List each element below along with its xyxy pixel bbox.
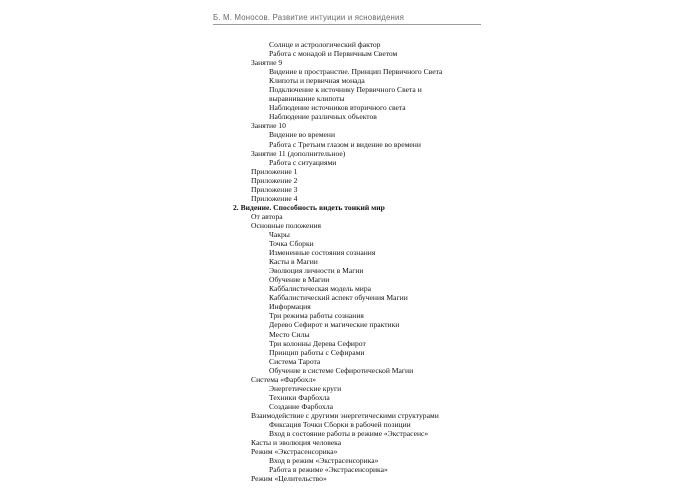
toc-section-entry: Приложение 2 [251,175,298,185]
toc-subsection-entry: Видение во времени [269,130,336,140]
toc-subsection-entry: Измененные состояния сознания [269,248,376,258]
toc-subsection-entry: Работа с ситуациями [269,157,337,167]
toc-subsection-entry: Информация [269,302,311,312]
toc-subsection-entry: Создание Фарбохла [269,401,333,411]
toc-section-entry: Приложение 3 [251,184,298,194]
toc-section-entry: От автора [251,211,283,221]
toc-subsection-entry: Энергетические круги [269,383,342,393]
toc-subsection-entry: Вход в состояние работы в режиме «Экстрасенс» [269,429,429,439]
toc-subsection-entry: Подключение к источнику Первичного Света и [269,85,422,95]
toc-subsection-entry: Фиксация Точки Сборки в рабочей позиции [269,419,411,429]
toc-section-entry: Касты и эволюция человека [251,438,342,448]
toc-subsection-entry: Техники Фарбохла [269,392,330,402]
running-header: Б. М. Моносов. Развитие интуиции и ясновидения [213,13,404,22]
toc-subsection-entry: Касты в Магии [269,257,318,267]
toc-section-entry: Режим «Экстрасенсорика» [251,447,338,457]
toc-subsection-entry: Эволюция личности в Магии [269,266,364,276]
toc-section-entry: Занятие 11 (дополнительное) [251,148,346,158]
toc-section-entry: Система «Фарбохл» [251,374,317,384]
toc-subsection-entry: Работа с Третьим глазом и видение во времени [269,139,421,149]
toc-subsection-entry: Место Силы [269,329,310,339]
toc-subsection-entry: Точка Сборки [269,239,314,249]
toc-subsection-entry: Каббалистическая модель мира [269,284,371,294]
toc-subsection-entry: Работа в режиме «Экстрасенсорика» [269,465,388,475]
toc-subsection-entry: Наблюдение различных объектов [269,112,377,122]
toc-section-entry: Режим «Целительство» [251,474,327,484]
toc-section-entry: Основные положения [251,220,322,230]
toc-subsection-entry: Дерево Сефирот и магические практики [269,320,400,330]
toc-section-entry: Занятие 9 [251,58,283,68]
toc-section-entry: Приложение 1 [251,166,298,176]
header-divider [213,24,481,25]
toc-subsection-entry: Видение в пространстве. Принцип Первичного Света [269,67,443,77]
toc-subsection-entry: Чакры [269,229,290,239]
toc-subsection-entry: Обучение в системе Сефиротической Магии [269,365,414,375]
toc-subsection-entry: Вход в режим «Экстрасенсорика» [269,456,379,466]
toc-subsection-entry: Каббалистический аспект обучения Магии [269,293,408,303]
toc-subsection-entry: Клипоты и первичная монада [269,76,365,86]
toc-subsection-entry: Три режима работы сознания [269,311,364,321]
toc-subsection-entry: Три колонны Дерева Сефирот [269,338,366,348]
toc-section-entry: Занятие 10 [251,121,286,131]
toc-chapter-heading: 2. Видение. Способность видеть тонкий мир [233,202,385,212]
toc-subsection-entry: Принцип работы с Сефирами [269,347,365,357]
toc-subsection-entry: Система Таротa [269,356,321,366]
toc-subsection-entry: Солнце и астрологический фактор [269,40,381,49]
toc-subsection-entry: Работа с монадой и Первичным Светом [269,49,398,59]
toc-subsection-entry: Наблюдение источников вторичного света [269,103,406,113]
table-of-contents [0,40,700,483]
toc-subsection-entry: Обучение в Магии [269,275,330,285]
toc-subsection-entry: выравнивание клипоты [269,94,345,104]
toc-section-entry: Приложение 4 [251,193,298,203]
toc-section-entry: Взаимодействие с другими энергетическими структурами [251,410,439,420]
